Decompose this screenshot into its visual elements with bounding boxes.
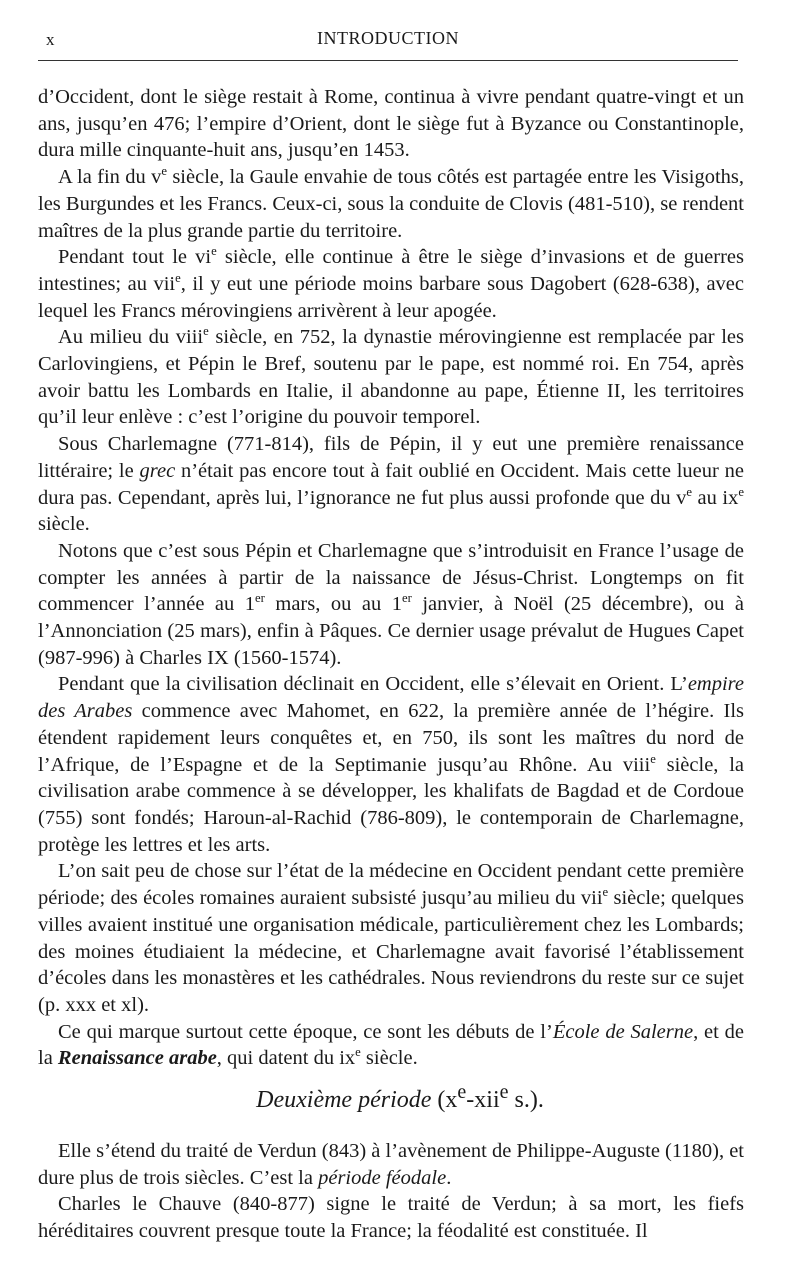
superscript: er: [255, 591, 265, 606]
text-run: Au milieu du viii: [58, 326, 204, 349]
superscript: e: [161, 164, 167, 179]
paragraph: [38, 858, 744, 1018]
text-run: , il y eut une période moins barbare sous Dagobert (628-638), avec lequel les Francs mérovingiens arrivèrent à leur apogée.: [38, 272, 744, 322]
body-text-period-two: [38, 1138, 744, 1245]
italic-text: École de Salerne: [552, 1020, 694, 1043]
superscript: e: [602, 885, 609, 900]
superscript: e: [175, 271, 181, 286]
text-run: Charles le Chauve (840-877) signe le traité de Verdun; à sa mort, les fiefs héréditaires couvrent presque toute la France; la féodalité est constituée. Il: [38, 1193, 744, 1243]
paragraph: [38, 1138, 744, 1191]
text-run: siècle.: [38, 513, 90, 536]
text-run: A la fin du v: [58, 166, 162, 189]
superscript: e: [686, 484, 693, 499]
text-run: .: [446, 1166, 452, 1189]
text-run: Elle s’étend du traité de Verdun (843) à l’avènement de Philippe-Auguste (1180), et dure plus de trois siècles. C’est la: [38, 1140, 744, 1189]
section-heading-sup: e: [499, 1081, 509, 1103]
paragraph: [38, 671, 744, 858]
text-run: siècle, la civilisation arabe commence à se développer, les khalifats de Bagdad et de Cordoue (755) sont fondés; Haroun-al-Rachid (786-809), le contemporain de Charlemagne, protège les lettres et les arts.: [38, 753, 744, 856]
text-run: n’était pas encore tout à fait oublié en Occident. Mais cette lueur ne dura pas. Cependant, après lui, l’ignorance ne fut plus aussi profonde que du v: [38, 459, 745, 509]
paragraph: [38, 1019, 744, 1072]
text-run: Ce qui marque surtout cette époque, ce sont les débuts de l’: [58, 1020, 553, 1043]
superscript: e: [650, 751, 656, 766]
section-heading-sup: e: [457, 1081, 467, 1103]
section-heading-title: Deuxième période: [256, 1087, 432, 1113]
paragraph: [38, 324, 744, 431]
running-title: INTRODUCTION: [317, 28, 459, 48]
text-run: Pendant tout le vi: [58, 246, 212, 269]
paragraph: [38, 1191, 744, 1244]
paragraph: [38, 431, 744, 538]
paragraph: [38, 84, 744, 164]
text-run: d’Occident, dont le siège restait à Rome, continua à vivre pendant quatre-vingt et un ans, jusqu’en 476; l’empire d’Orient, dont le siège fut à Byzance ou Constantinople, dura mille cinquante-huit ans, jusqu’en 1453.: [38, 86, 744, 162]
italic-text: période féodale: [318, 1166, 447, 1189]
text-run: L’on sait peu de chose sur l’état de la médecine en Occident pendant cette première période; des écoles romaines auraient subsisté jusqu’au milieu du vii: [38, 860, 744, 910]
text-run: Pendant que la civilisation déclinait en Occident, elle s’élevait en Orient. L’: [58, 673, 688, 696]
section-heading-range-mid: -xii: [466, 1087, 500, 1113]
text-run: , qui datent du ix: [216, 1047, 356, 1070]
italic-text: empire des Arabes: [38, 673, 744, 723]
paragraph: [38, 164, 744, 244]
text-run: Sous Charlemagne (771-814), fils de Pépin, il y eut une première renaissance littéraire; le: [38, 433, 744, 482]
superscript: e: [738, 484, 744, 499]
paragraph: [38, 538, 744, 672]
text-run: siècle.: [360, 1047, 418, 1070]
text-run: Notons que c’est sous Pépin et Charlemagne que s’introduisit en France l’usage de compter les années à partir de la naissance de Jésus-Christ. Longtemps on fit commencer l’année au 1: [38, 539, 744, 616]
superscript: er: [401, 591, 412, 606]
superscript: e: [203, 324, 209, 339]
text-run: siècle; quelques villes avaient institué une organisation médicale, particulièrement chez les Lombards; des moines étudiaient la médecine, et Charlemagne avait favorisé l’établissement d’écoles dans les monastères et les cathédrales. Nous reviendrons du reste sur ce sujet (p. xxx et xl).: [38, 887, 745, 1016]
paragraph: [38, 244, 744, 324]
text-run: siècle, en 752, la dynastie mérovingienne est remplacée par les Carlovingiens, et Pépin le Bref, soutenu par le pape, est nommé roi. En 754, après avoir battu les Lombards en Italie, il abandonne au pape, Étienne II, les territoires qu’il leur enlève : c’est l’origine du pouvoir temporel.: [38, 326, 744, 429]
text-run: au ix: [692, 486, 739, 509]
text-run: mars, ou au 1: [264, 593, 402, 616]
text-run: janvier, à Noël (25 décembre), ou à l’Annonciation (25 mars), enfin à Pâques. Ce dernier usage prévalut de Hugues Capet (987-996) à Charles IX (1560-1574).: [38, 593, 745, 669]
text-run: siècle, elle continue à être le siège d’invasions et de guerres intestines; au vii: [38, 246, 744, 295]
italic-text: grec: [139, 459, 176, 482]
section-heading-range-open: (x: [431, 1087, 458, 1113]
text-run: siècle, la Gaule envahie de tous côtés est partagée entre les Visigoths, les Burgundes et les Francs. Ceux-ci, sous la conduite de Clovis (481-510), se rendent maîtres de la plus grande partie du territoire.: [38, 166, 744, 242]
superscript: e: [355, 1045, 361, 1060]
italic-text: Renaissance arabe: [57, 1047, 217, 1070]
text-run: commence avec Mahomet, en 622, la première année de l’hégire. Ils étendent rapidement leurs conquêtes et, en 750, ils sont les maîtres du nord de l’Afrique, de l’Espagne et de la Septimanie jusqu’au Rhône. Au viii: [38, 700, 744, 776]
text-run: , et de la: [38, 1020, 744, 1070]
section-heading: [0, 1077, 800, 1115]
running-head: [38, 28, 738, 54]
body-text-period-one: [38, 84, 744, 1072]
section-heading-range-close: s.).: [508, 1087, 544, 1113]
header-rule: [38, 60, 738, 61]
superscript: e: [211, 244, 217, 259]
page-number: x: [46, 30, 55, 49]
